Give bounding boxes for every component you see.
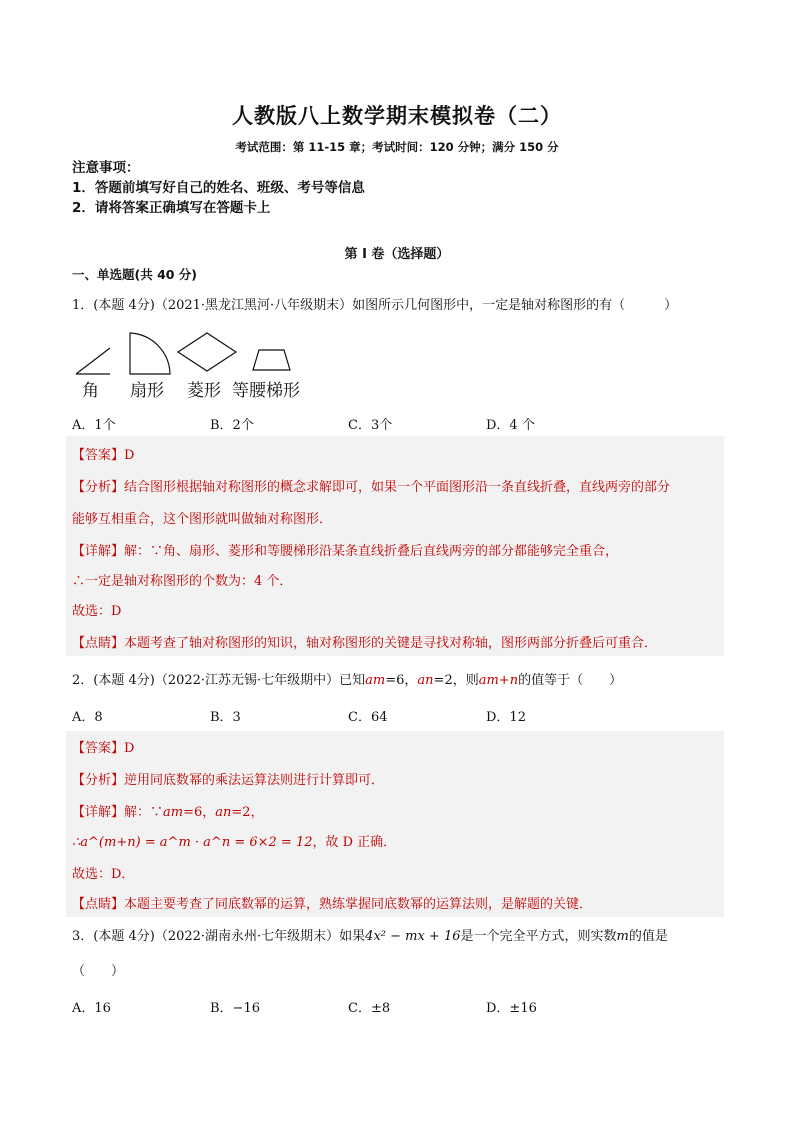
q1-detail-1: 【详解】解：∵角、扇形、菱形和等腰梯形沿某条直线折叠后直线两旁的部分都能够完全重合， — [72, 544, 619, 559]
figure-label-rhombus: 菱形 — [187, 381, 221, 401]
q1-option-d: D．4 个 — [486, 418, 535, 433]
q1-analysis-2: 能够互相重合，这个图形就叫做轴对称图形． — [72, 512, 333, 527]
angle-shape — [76, 348, 110, 374]
q1-solution — [66, 436, 724, 656]
page-title: 人教版八上数学期末模拟卷（二） — [232, 104, 562, 128]
q1-comment: 【点睛】本题考查了轴对称图形的知识，轴对称图形的关键是寻找对称轴，图形两部分折叠后可重合． — [72, 636, 658, 651]
sector-shape — [130, 333, 170, 374]
q2-option-c: C．64 — [348, 710, 388, 725]
q1-stem: 1．(本题 4分)（2021·黑龙江黑河·八年级期末）如图所示几何图形中，一定是轴对称图形的有（ ） — [72, 298, 678, 313]
q3-option-a: A．16 — [72, 1001, 111, 1016]
q3-option-c: C．±8 — [348, 1001, 391, 1016]
q2-option-a: A．8 — [72, 710, 103, 725]
note-item-2: 2．请将答案正确填写在答题卡上 — [72, 200, 271, 216]
q1-analysis-1: 【分析】结合图形根据轴对称图形的概念求解即可，如果一个平面图形沿一条直线折叠，直线两旁的部分 — [72, 480, 671, 495]
q3-stem: 3．(本题 4分)（2022·湖南永州·七年级期末）如果4x² − mx + 16是一个完全平方式，则实数m的值是 — [72, 929, 668, 944]
figure-label-angle: 角 — [82, 381, 99, 401]
q1-shapes — [72, 330, 322, 380]
q3-option-b: B．−16 — [210, 1001, 260, 1016]
q2-solution — [66, 731, 724, 917]
q2-options — [72, 706, 632, 724]
q1-figure — [72, 330, 322, 402]
section-title: 第 I 卷（选择题） — [344, 247, 450, 262]
figure-label-trapezoid: 等腰梯形 — [232, 381, 300, 401]
notes-block — [72, 158, 365, 218]
q2-stem: 2．(本题 4分)（2022·江苏无锡·七年级期中）已知am=6，an=2，则am+n的值等于（ ） — [72, 673, 623, 688]
note-item-1: 1．答题前填写好自己的姓名、班级、考号等信息 — [72, 180, 365, 196]
q1-option-a: A．1个 — [72, 418, 116, 433]
q1-option-c: C．3个 — [348, 418, 393, 433]
q1-detail-2: ∴一定是轴对称图形的个数为：4 个． — [72, 574, 293, 589]
rhombus-shape — [178, 333, 236, 371]
q2-conclusion: 故选：D． — [72, 867, 135, 882]
figure-label-sector: 扇形 — [130, 381, 164, 401]
q1-option-b: B．2个 — [210, 418, 254, 433]
q3-blank: （ ） — [72, 964, 125, 979]
q2-option-d: D．12 — [486, 710, 526, 725]
notes-heading: 注意事项： — [72, 160, 140, 176]
q3-options — [72, 997, 632, 1015]
q3-option-d: D．±16 — [486, 1001, 537, 1016]
q2-answer: 【答案】D — [72, 741, 135, 756]
q1-detail-3: 故选：D — [72, 604, 122, 619]
part-title: 一、单选题(共 40 分) — [72, 267, 198, 282]
q2-option-b: B．3 — [210, 710, 241, 725]
q2-comment: 【点睛】本题主要考查了同底数幂的运算，熟练掌握同底数幂的运算法则，是解题的关键． — [72, 897, 593, 912]
q1-options — [72, 414, 632, 432]
q2-detail: 【详解】解：∵am=6，an=2， — [72, 805, 264, 820]
q1-answer: 【答案】D — [72, 448, 135, 463]
exam-info: 考试范围：第 11-15 章；考试时间：120 分钟；满分 150 分 — [235, 140, 559, 154]
q2-analysis: 【分析】逆用同底数幂的乘法运算法则进行计算即可． — [72, 773, 385, 788]
trapezoid-shape — [253, 350, 290, 370]
q2-formula: ∴a^(m+n) = a^m · a^n = 6×2 = 12，故 D 正确． — [72, 835, 397, 850]
